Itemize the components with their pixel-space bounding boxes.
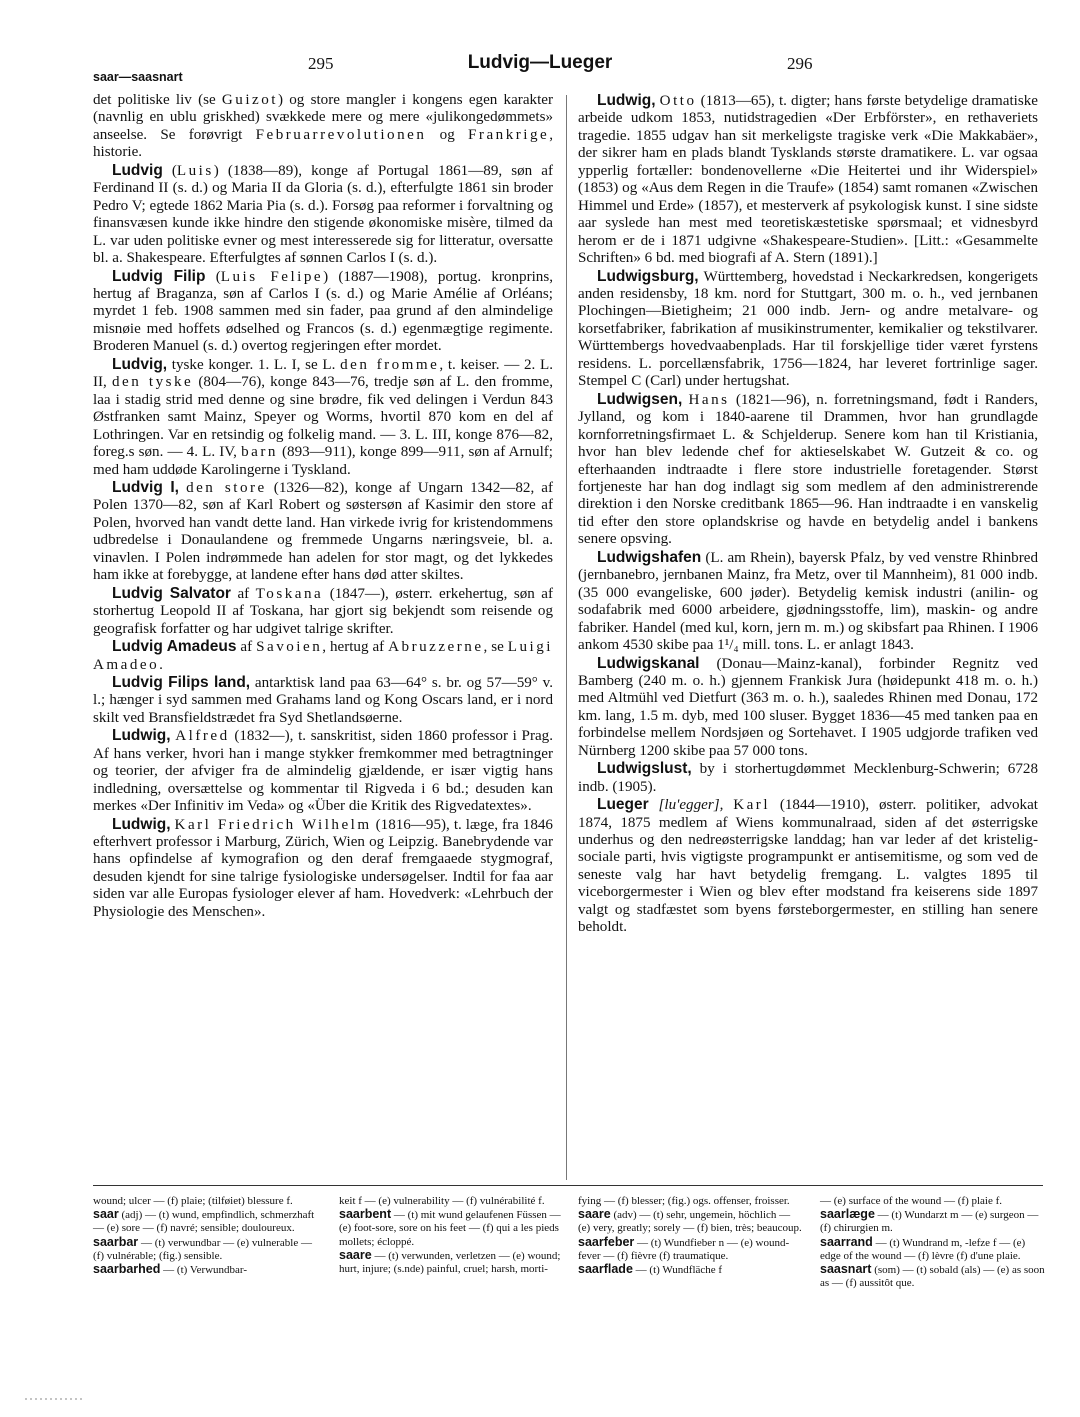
entry-text: (1821—96), n. forretningsmand, født i Randers, Jylland, og kom i 1840-aarene til Drammen, hvor han grundlagde kornforretningsfirmaet L. & Schjelderup. Senere kom han til Kristiania, hvor han blev ledende chef for aktieselskabet W. Gutzeit & co. og efterhaanden indtraadte i flere store industrielle foretagender. Størst fortjeneste har han dog indlagt sig som medlem af den administrerende direktion i den Norske creditbank 1865—96. Han indtraadte i en vanskelig tid efter den store oplandskrise og havde en betydelig andel i bankens senere opsving. — [578, 391, 1038, 548]
glossary-entry — [93, 1263, 318, 1277]
spaced-name: Toskana — [255, 585, 324, 602]
left-column — [93, 92, 553, 921]
entry-headword: Ludwig, — [597, 92, 656, 109]
entry-headword: Ludvig Filips land, — [112, 673, 251, 691]
entry-text: Württemberg, hovedstad i Neckarkredsen, kongerigets anden residensby, 18 km. nord for Stuttgart, 300 m. o. h., ved jernbanen Plochingen—Bietigheim; 21 000 indb. Jern- og andre metalvare- og korsetfabriker, fabrikation af musikinstrumenter, kemikalier og tekstilvarer. Württembergs hovedvaabenplads. Har til forskjellige tider været fyrstens residens. L. porcellænsfabrik, 1756—1824, har leveret fortrinlige sager. Stempel C (Carl) under hertugshat. — [578, 268, 1038, 390]
entry-text: (1844—1910), østerr. politiker, advokat 1874, 1875 medlem af Wiens kommunalraad, siden af det østerrigske underhus og den nedreøsterrigske landdag; han var leder af det kristelig-sociale parti, hvis vigtigste programpunkt er antisemitisme, og som ved de seneste valg har havt betydelig fremgang. L. valgtes 1895 til viceborgermester i Wien og blev efter modstand fra keiserens side 1897 valgt og stadfæstet som byens førsteborgermester, en stilling han senere beholdt. — [578, 797, 1038, 936]
dictionary-entry — [93, 162, 553, 268]
glossary-entry — [93, 1195, 318, 1208]
glossary-column-2 — [339, 1195, 564, 1276]
glossary-headword: saarbarhed — [93, 1262, 161, 1277]
entry-headword: Ludwigsen, — [597, 390, 683, 408]
spaced-name: Guizot — [221, 92, 278, 108]
spaced-name: Savoien — [256, 639, 323, 656]
spaced-name: den fromme — [340, 356, 440, 373]
entry-headword: Ludwig, — [112, 727, 171, 745]
page-number-left: 295 — [308, 54, 334, 73]
dictionary-entry — [93, 638, 553, 674]
glossary-text: fying — (f) blesser; (fig.) ogs. offenser, froisser. — [578, 1195, 790, 1207]
entry-text: ) (1887—1908), portug. kronprins, hertug af Braganza, søn af Carlos I (s. d.) og Marie Amélie af Orléans; myrdet 1 feb. 1908 sammen med sin fader, paa grund af den almindelige misnøie med hoffets ødselhed og Francos (s. d.) egenmægtige regimente. Broderen Manuel (s. d.) overtog regjeringen efter mordet. — [93, 268, 553, 355]
entry-headword: Ludwigskanal — [597, 654, 700, 672]
entry-headword: Ludwigslust, — [597, 760, 692, 778]
entry-headword: Ludvig Amadeus — [112, 638, 237, 656]
entry-text: tyske konger. 1. L. I, se L. — [167, 356, 341, 373]
glossary-entry — [578, 1236, 803, 1263]
dictionary-entry — [93, 674, 553, 727]
entry-text: . — [159, 656, 163, 673]
entry-text: (893—911), konge 899—911, søn af Arnulf; med ham uddøde Karolingerne i Tyskland. — [93, 444, 553, 478]
glossary-text: — (e) surface of the wound — (f) plaie f. — [820, 1195, 1003, 1207]
entry-text: ( — [162, 162, 177, 179]
glossary-headword: saare — [339, 1247, 372, 1262]
entry-text: (1326—82), konge af Ungarn 1342—82, af Polen 1370—82, søn af Karl Robert og søstersøn af Kasimir den store af Polen, hvorved han vandt dette land. Han virkede ivrig for kristendommens udbredelse i Donaulandene og fremmede Ungarns næringsveie, bl. a. vinavlen. I Polen indrømmede han adelen for stor magt, og det lykkedes ham ikke at forebygge, at landene efter hans død atter skiltes. — [93, 479, 553, 584]
dictionary-entry — [93, 479, 553, 585]
glossary-text: — (t) mit wund gelaufenen Füssen — (e) foot-sore, sore on his feet — (f) qui a les pieds mollets; écloppé. — [339, 1209, 561, 1248]
dictionary-entry — [578, 92, 1038, 268]
entry-text: , t. keiser. — 2. L. II, — [93, 356, 553, 391]
glossary-text: — (t) Wundfläche f — [632, 1264, 723, 1277]
entry-text: ) og store mangler i kongens egen karakter (navnlig en ublu griskhed) svækkede mere og mere «julikongedømmets» anseelse. Se forøvrigt — [93, 92, 553, 143]
entry-headword: Ludwigsburg, — [597, 267, 699, 285]
entry-headword: Ludvig — [112, 161, 163, 179]
glossary-headword: saarlæge — [820, 1207, 875, 1222]
entry-headword: Ludvig, — [112, 355, 168, 373]
glossary-text: — (t) Wundrand m, -lefze f — (e) edge of the wound — (f) lèvre (f) d'une plaie. — [820, 1236, 1026, 1262]
spaced-name: Luigi Amadeo — [93, 639, 553, 673]
entry-text: af — [230, 585, 256, 602]
glossary-column-3 — [578, 1195, 803, 1277]
glossary-text: — (t) verwundbar — (e) vulnerable — (f) vulnérable; (fig.) sensible. — [93, 1236, 312, 1262]
glossary-entry — [820, 1263, 1045, 1290]
entry-text: af — [236, 639, 257, 656]
dictionary-entry — [578, 796, 1038, 937]
entry-text: ( — [205, 268, 221, 285]
glossary-headword: saasnart — [820, 1262, 872, 1277]
glossary-column-1 — [93, 1195, 318, 1277]
entry-text: (1813—65), t. digter; hans første betydelige dramatiske arbeide udkom 1853, nutidstragedien «Der Erbförster», en rethaveriets tragedie. 1855 udgav han sit merkeligste tragiske verk «Die Makkabäer», der sikrer ham en plads blandt Tysklands største dramatikere. L. var ogsaa ypperlig fortæller: bondenovellerne «Die Heitertei und ihr Widerspiel» (1853) og «Aus dem Regen in die Traufe» (1854) samt romanen «Zwischen Himmel und Erde» (1857), et mesterverk af psykologisk kunst. I sine sidste aar syslede han mest med teoretiskæstetiske spørsmaal; et vidnesbyrd herom er de i 1871 udgivne «Shakespeare-Studien». [Litt.: «Gesammelte Schriften» 6 bd. med biografi af A. Stern (1891).] — [578, 93, 1038, 267]
entry-text: (1847—), østerr. erkehertug, søn af storhertug Leopold II af Toskana, har gjort sig bekjendt som reisende og geografisk forfatter og har udgivet talrige skrifter. — [93, 585, 553, 637]
glossary-entry — [578, 1208, 803, 1235]
right-column — [578, 92, 1038, 937]
glossary-text: (adj) — (t) wund, empfindlich, schmerzhaft — (e) sore — (f) navré; sensible; douloureux. — [93, 1209, 315, 1235]
glossary-text: (som) — (t) sobald (als) — (e) as soon as — (f) aussitôt que. — [820, 1264, 1045, 1290]
entry-text: (1816—95), t. læge, fra 1846 efterhvert professor i Marburg, Zürich, Wien og Leipzig. Banebrydende var hans opfindelse af kymografion og den deraf fremgaaede stygmograf, desuden kjendt for sine talrige fysiologiske undersøgelser. Indtil for faa aar siden var alle Europas fysiologer elever af ham. Hovedverk: «Lehrbuch der Physiologie des Menschen». — [93, 816, 553, 920]
footer-rule — [93, 1185, 1043, 1186]
entry-text: , hertug af — [322, 639, 389, 656]
bottom-scan-mark — [25, 1395, 85, 1403]
glossary-text: — (t) Verwundbar- — [160, 1264, 248, 1277]
column-divider — [566, 95, 567, 1180]
glossary-entry — [93, 1236, 318, 1263]
dictionary-entry — [578, 549, 1038, 655]
glossary-headword: saarflade — [578, 1262, 633, 1277]
page-title: Ludvig—Lueger — [467, 52, 613, 73]
dictionary-entry — [93, 816, 553, 922]
spaced-name: den store — [186, 479, 267, 496]
glossary-headword: saarfeber — [578, 1234, 635, 1249]
spaced-name: barn — [241, 444, 278, 461]
spaced-name: Februarrevolutionen — [255, 126, 427, 143]
spaced-name: Hans — [688, 391, 730, 408]
glossary-text: — (t) verwunden, verletzen — (e) wound; hurt, injure; (s.nde) painful, cruel; harsh, morti- — [339, 1249, 561, 1276]
glossary-headword: saarrand — [820, 1234, 873, 1249]
entry-headword: Ludvig Filip — [112, 267, 206, 285]
glossary-entry — [339, 1249, 564, 1276]
glossary-entry — [578, 1263, 803, 1277]
entry-headword: Ludwigshafen — [597, 548, 702, 566]
dictionary-entry — [93, 92, 553, 162]
glossary-range: saar—saasnart — [93, 70, 183, 84]
entry-text: (1832—), t. sanskritist, siden 1860 professor i Prag. Af hans verker, hvori han i mange stykker fremkommer med betragtninger og teorier, der afviger fra de almindelig gjældende, er især vigtig hans indledning, oversættelse og kommentar til Rigveda i 6 bd.; desuden kan merkes «Der Infinitiv im Veda» og «Über die Kritik des Rigvedatextes». — [93, 728, 553, 815]
glossary-headword: saare — [578, 1207, 611, 1222]
entry-text: , se — [483, 639, 508, 656]
dictionary-entry — [93, 268, 553, 356]
entry-headword: Ludvig Salvator — [112, 584, 231, 602]
entry-text — [723, 797, 733, 813]
entry-text — [179, 480, 186, 496]
glossary-text: — (t) Wundarzt m — (e) surgeon — (f) chirurgien m. — [820, 1209, 1039, 1235]
entry-text: og — [426, 126, 469, 143]
glossary-headword: saarbar — [93, 1234, 139, 1249]
entry-text: , historie. — [93, 126, 553, 161]
spaced-name: Frankrige — [468, 126, 550, 143]
glossary-entry — [578, 1195, 803, 1208]
dictionary-entry — [578, 655, 1038, 761]
glossary-entry — [339, 1208, 564, 1249]
dictionary-entry — [93, 585, 553, 638]
glossary-entry — [820, 1236, 1045, 1263]
dictionary-entry — [93, 727, 553, 815]
entry-headword: Lueger — [597, 796, 649, 814]
glossary-text: keit f — (e) vulnerability — (f) vulnérabilité f. — [339, 1195, 545, 1207]
spaced-name: Otto — [659, 93, 697, 109]
entry-text: by i storhertugdømmet Mecklenburg-Schwerin; 6728 indb. (1905). — [578, 761, 1038, 795]
glossary-headword: saar — [93, 1207, 119, 1222]
glossary-text: wound; ulcer — (f) plaie; (tilføiet) blessure f. — [93, 1195, 293, 1207]
entry-headword: Ludvig I, — [112, 478, 179, 496]
spaced-name: Luis Felipe — [220, 268, 324, 285]
spaced-name: Alfred — [175, 728, 230, 745]
glossary-headword: saarbent — [339, 1207, 392, 1222]
glossary-text: — (t) Wundfieber n — (e) wound-fever — (f) fièvre (f) traumatique. — [578, 1236, 790, 1262]
glossary-column-4 — [820, 1195, 1045, 1290]
entry-text: [lu'egger], — [658, 797, 724, 814]
entry-headword: Ludwig, — [112, 815, 171, 833]
glossary-text: (adv) — (t) sehr, ungemein, höchlich — (e) very, greatly; sorely — (f) bien, très; beaucoup. — [578, 1209, 802, 1235]
entry-text: ) (1838—89), konge af Portugal 1861—89, søn af Ferdinand II (s. d.) og Maria II da Gloria (s. d.), efterfulgte 1861 sin broder Pedro V; egtede 1862 Maria Pia (s. d.). Forsøg paa reformer i forvaltning og finansvæsen kunde ikke hindre den stigende økonomiske misère, tilmed da L. var uden politiske evner og mest interesserede sig for litteratur, oversatte bl. a. Shakespeare. Efterfulgtes af sønnen Carlos I (s. d.). — [93, 162, 553, 267]
entry-text: (804—76), konge 843—76, tredje søn af L. den fromme, laa i stadig strid med denne og sine brødre, fik ved delingen i Verdun 843 Østfranken samt Mainz, Speyer og Worms, hvortil 870 kom en del af Lothringen. Var en retsindig og folkelig mand. — 3. L. III, konge 876—82, foreg.s søn. — 4. L. IV, — [93, 374, 553, 461]
entry-text — [649, 797, 659, 813]
page-number-right: 296 — [787, 54, 813, 73]
entry-text: (L. am Rhein), bayersk Pfalz, by ved venstre Rhinbred (jernbanebro, jernbanen Mainz, fra Metz, over til Mannheim), 81 000 indb. (35 000 evangeliske, 600 jøder). Betydelig kemisk industri (anilin- og sodafabrik med 6000 arbeidere, gjødningsstoffe, lim), maskin- og andre fabriker. Handel (med kul, korn, jern m. m.) og skibsfart paa Rhinen. I 1906 ankom 4530 skibe paa 1¹/₄ mill. tons. L. er anlagt 1843. — [578, 549, 1038, 654]
entry-text: det politiske liv (se — [93, 92, 222, 108]
spaced-name: Karl Friedrich Wilhelm — [174, 816, 372, 833]
dictionary-entry — [93, 356, 553, 479]
glossary-entry — [820, 1208, 1045, 1235]
dictionary-entry — [578, 268, 1038, 391]
spaced-name: Abruzzerne — [388, 639, 484, 656]
spaced-name: den tyske — [111, 374, 194, 391]
entry-text: antarktisk land paa 63—64° s. br. og 57—59° v. l.; hænger i syd sammen med Grahams land og Kong Oscars land, er i nord skilt ved Bransfieldstrædet fra Syd Shetlandsøerne. — [93, 674, 553, 726]
spaced-name: Luis — [176, 162, 214, 179]
glossary-entry — [93, 1208, 318, 1235]
entry-text: (Donau—Mainz-kanal), forbinder Regnitz ved Bamberg (240 m. o. h.) gjennem Frankisk Jura (høidepunkt 418 m. o. h.) med Altmühl ved Dietfurt (363 m. o. h.), saaledes Rhinen med Donau, 172 km. lang, 1.5 m. dyb, med 100 sluser. Bygget 1836—45 med tanken paa en forbindelse mellem Nordsjøen og Sortehavet. I 1905 udgjorde trafiken ved Nürnberg 1200 skibe paa 57 000 tons. — [578, 655, 1038, 759]
dictionary-entry — [578, 760, 1038, 796]
spaced-name: Karl — [733, 797, 771, 814]
dictionary-entry — [578, 391, 1038, 549]
